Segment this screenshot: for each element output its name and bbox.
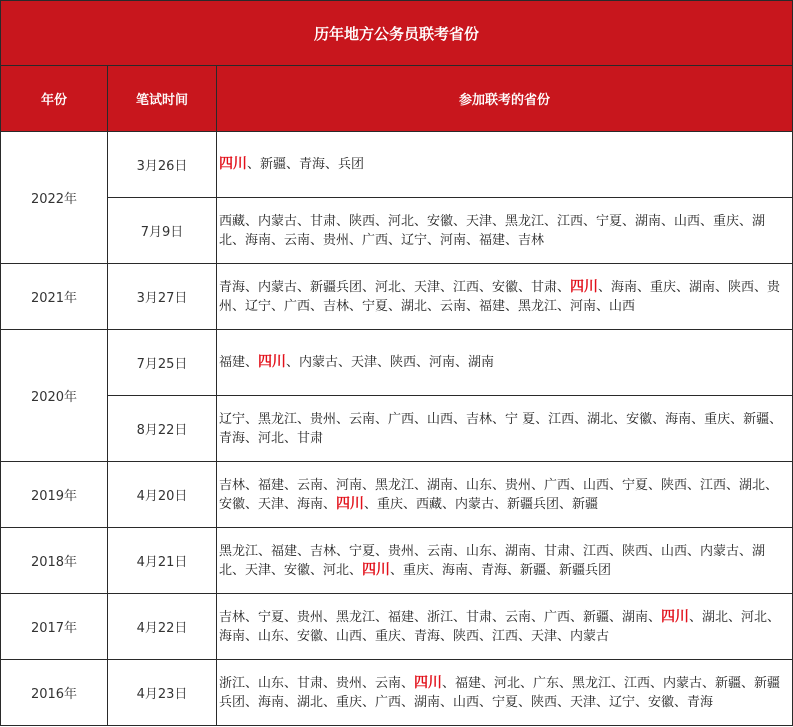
year-cell: 2022年	[1, 132, 108, 264]
provinces-cell: 福建、四川、内蒙古、天津、陕西、河南、湖南	[217, 330, 793, 396]
exam-date-cell: 4月23日	[108, 660, 217, 726]
exam-date-cell: 3月27日	[108, 264, 217, 330]
exam-date-cell: 4月22日	[108, 594, 217, 660]
highlighted-province: 四川	[336, 495, 365, 512]
highlighted-province: 四川	[258, 354, 287, 370]
highlighted-province: 四川	[414, 674, 443, 691]
header-exam-date: 笔试时间	[108, 66, 217, 132]
year-cell: 2017年	[1, 594, 108, 660]
highlighted-province: 四川	[362, 561, 391, 578]
table-row	[1, 198, 793, 264]
highlighted-province: 四川	[661, 608, 690, 625]
table-row	[1, 396, 793, 462]
exam-date-cell: 3月26日	[108, 132, 217, 198]
exam-date-cell: 7月25日	[108, 330, 217, 396]
table-body	[1, 132, 793, 726]
table-row	[1, 132, 793, 198]
table-row	[1, 660, 793, 726]
table-row	[1, 330, 793, 396]
provinces-cell: 辽宁、黑龙江、贵州、云南、广西、山西、吉林、宁 夏、江西、湖北、安徽、海南、重庆、新疆、青海、河北、甘肃	[217, 396, 793, 462]
highlighted-province: 四川	[570, 278, 599, 295]
year-cell: 2019年	[1, 462, 108, 528]
provinces-cell: 吉林、福建、云南、河南、黑龙江、湖南、山东、贵州、广西、山西、宁夏、陕西、江西、湖北、安徽、天津、海南、四川、重庆、西藏、内蒙古、新疆兵团、新疆	[217, 462, 793, 528]
table-row	[1, 264, 793, 330]
highlighted-province: 四川	[219, 156, 247, 172]
provinces-cell: 西藏、内蒙古、甘肃、陕西、河北、安徽、天津、黑龙江、江西、宁夏、湖南、山西、重庆、湖北、海南、云南、贵州、广西、辽宁、河南、福建、吉林	[217, 198, 793, 264]
year-cell: 2020年	[1, 330, 108, 462]
table-title: 历年地方公务员联考省份	[1, 1, 793, 66]
table-row	[1, 462, 793, 528]
year-cell: 2021年	[1, 264, 108, 330]
header-year: 年份	[1, 66, 108, 132]
year-cell: 2016年	[1, 660, 108, 726]
provinces-cell: 青海、内蒙古、新疆兵团、河北、天津、江西、安徽、甘肃、四川、海南、重庆、湖南、陕西、贵州、辽宁、广西、吉林、宁夏、湖北、云南、福建、黑龙江、河南、山西	[217, 264, 793, 330]
provinces-cell: 四川、新疆、青海、兵团	[217, 132, 793, 198]
exam-date-cell: 8月22日	[108, 396, 217, 462]
table-row	[1, 528, 793, 594]
header-provinces: 参加联考的省份	[217, 66, 793, 132]
exam-date-cell: 4月20日	[108, 462, 217, 528]
provinces-cell: 黑龙江、福建、吉林、宁夏、贵州、云南、山东、湖南、甘肃、江西、陕西、山西、内蒙古、湖北、天津、安徽、河北、四川、重庆、海南、青海、新疆、新疆兵团	[217, 528, 793, 594]
year-cell: 2018年	[1, 528, 108, 594]
exam-date-cell: 7月9日	[108, 198, 217, 264]
exam-date-cell: 4月21日	[108, 528, 217, 594]
provinces-cell: 吉林、宁夏、贵州、黑龙江、福建、浙江、甘肃、云南、广西、新疆、湖南、四川、湖北、河北、海南、山东、安徽、山西、重庆、青海、陕西、江西、天津、内蒙古	[217, 594, 793, 660]
table-row	[1, 594, 793, 660]
provinces-cell: 浙江、山东、甘肃、贵州、云南、四川、福建、河北、广东、黑龙江、江西、内蒙古、新疆、新疆兵团、海南、湖北、重庆、广西、湖南、山西、宁夏、陕西、天津、辽宁、安徽、青海	[217, 660, 793, 726]
